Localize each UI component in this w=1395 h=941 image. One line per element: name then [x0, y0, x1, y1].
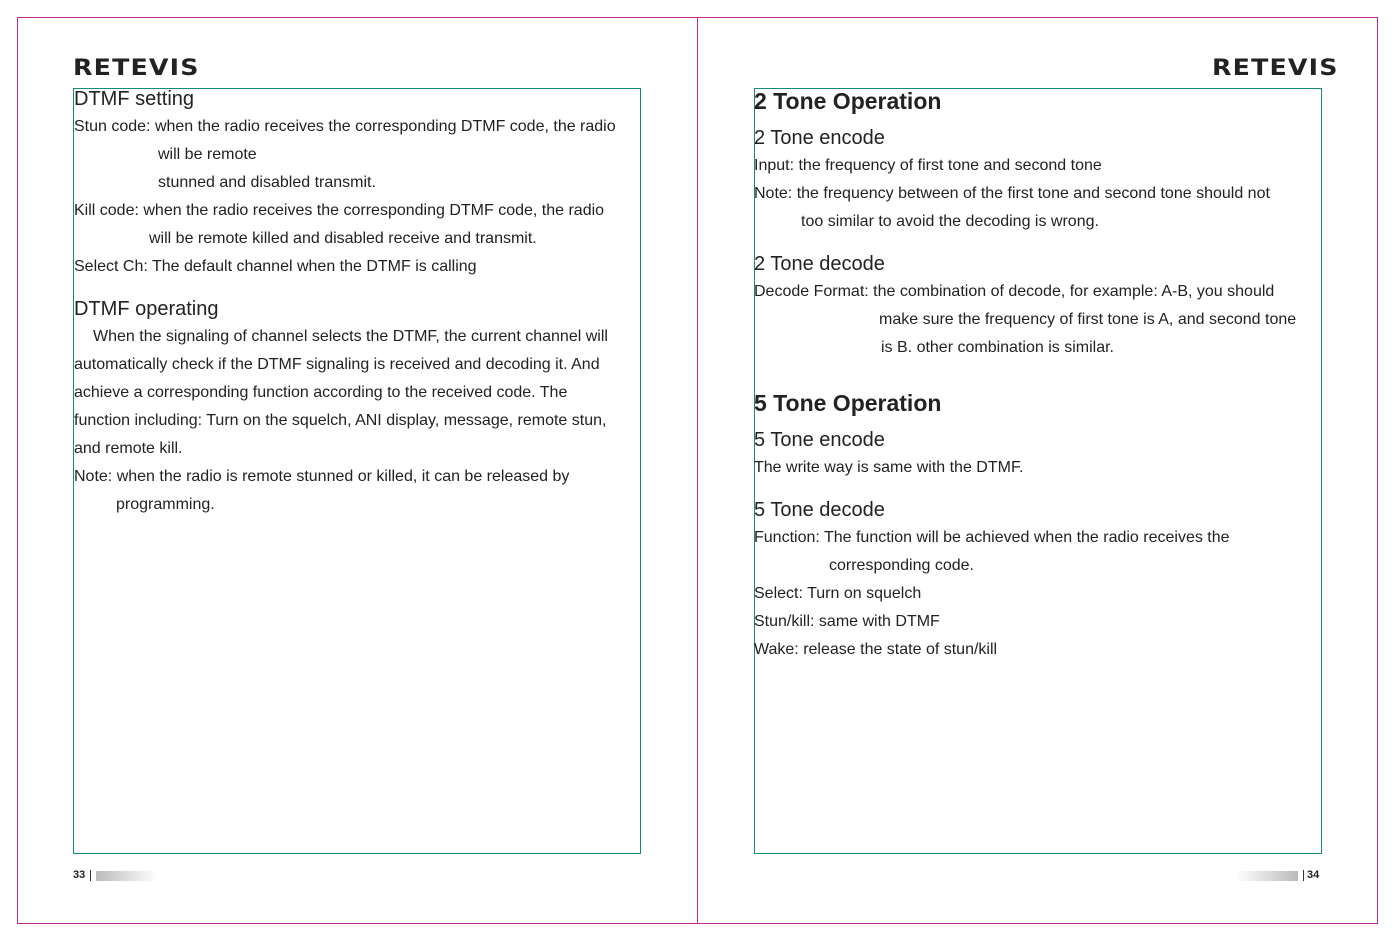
text-line: stunned and disabled transmit.	[158, 174, 376, 191]
text-line: programming.	[116, 496, 215, 513]
page-number: 34	[1307, 869, 1320, 881]
text-line: Stun code: when the radio receives the corresponding DTMF code, the radio	[74, 118, 616, 135]
text-line: Note: when the radio is remote stunned or killed, it can be released by	[74, 468, 570, 485]
text-line: and remote kill.	[74, 440, 183, 457]
text-line: Function: The function will be achieved when the radio receives the	[754, 529, 1230, 546]
text-line: The write way is same with the DTMF.	[754, 459, 1024, 476]
text-line: will be remote killed and disabled receive and transmit.	[149, 230, 537, 247]
text-line: Select Ch: The default channel when the DTMF is calling	[74, 258, 477, 275]
page-bar	[1236, 871, 1298, 881]
text-line: Wake: release the state of stun/kill	[754, 641, 998, 658]
text-line: achieve a corresponding function according to the received code. The	[74, 384, 568, 401]
text-line: Note: the frequency between of the first tone and second tone should not	[754, 185, 1270, 202]
divider	[1303, 870, 1304, 881]
section-title: 5 Tone Operation	[754, 390, 942, 416]
text-line: Decode Format: the combination of decode, for example: A-B, you should	[754, 283, 1275, 300]
section-heading: DTMF setting	[74, 88, 195, 110]
divider	[90, 870, 91, 881]
text-line: make sure the frequency of first tone is A, and second tone	[879, 311, 1297, 328]
retevis-logo: RETEVIS	[73, 56, 200, 81]
text-line: automatically check if the DTMF signaling is received and decoding it. And	[74, 356, 600, 373]
page-number: 33	[73, 869, 86, 881]
text-line: is B. other combination is similar.	[881, 339, 1114, 356]
text-line: will be remote	[158, 146, 257, 163]
text-line: Select: Turn on squelch	[754, 585, 922, 602]
section-title: 2 Tone Operation	[754, 88, 942, 114]
section-heading: 5 Tone encode	[754, 429, 885, 451]
section-heading: 2 Tone decode	[754, 253, 885, 275]
text-line: Stun/kill: same with DTMF	[754, 613, 940, 630]
text-line: function including: Turn on the squelch, ANI display, message, remote stun,	[74, 412, 607, 429]
retevis-logo: RETEVIS	[1212, 56, 1339, 81]
section-heading: 2 Tone encode	[754, 127, 885, 149]
text-line: Input: the frequency of first tone and second tone	[754, 157, 1102, 174]
page-bar	[96, 871, 158, 881]
section-heading: DTMF operating	[74, 298, 219, 320]
text-line: corresponding code.	[829, 557, 974, 574]
section-heading: 5 Tone decode	[754, 499, 885, 521]
text-line: too similar to avoid the decoding is wrong.	[801, 213, 1099, 230]
text-line: When the signaling of channel selects the DTMF, the current channel will	[93, 328, 608, 345]
text-line: Kill code: when the radio receives the corresponding DTMF code, the radio	[74, 202, 605, 219]
